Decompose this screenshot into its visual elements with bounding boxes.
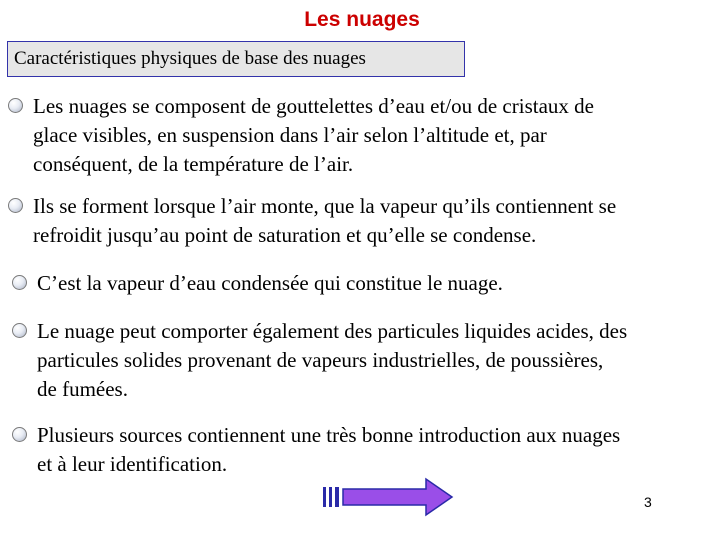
bullet-text (37, 269, 503, 298)
bullet-line: Plusieurs sources contiennent une très bonne introduction aux nuages (37, 423, 621, 447)
sphere-bullet-icon (12, 427, 27, 442)
bullet-line: conséquent, de la température de l’air. (33, 152, 354, 176)
bullet-text (37, 421, 620, 479)
next-slide-arrow-icon[interactable] (322, 477, 454, 517)
bullet-text (37, 317, 627, 404)
bullet-line: Ils se forment lorsque l’air monte, que la vapeur qu’ils contiennent se (33, 194, 617, 218)
subtitle-text: Caractéristiques physiques de base des nuages (14, 48, 366, 69)
bullet-line: Les nuages se composent de gouttelettes d’eau et/ou de cristaux de (33, 94, 594, 118)
bullet-line: et à leur identification. (37, 452, 228, 476)
bullet-line: refroidit jusqu’au point de saturation et qu’elle se condense. (33, 223, 537, 247)
slide-title: Les nuages (304, 8, 420, 31)
sphere-bullet-icon (8, 98, 23, 113)
sphere-bullet-icon (12, 323, 27, 338)
bullet-line: de fumées. (37, 377, 128, 401)
bullet-line: C’est la vapeur d’eau condensée qui constitue le nuage. (37, 271, 503, 295)
sphere-bullet-icon (8, 198, 23, 213)
bullet-line: glace visibles, en suspension dans l’air selon l’altitude et, par (33, 123, 547, 147)
bullet-text (33, 192, 616, 250)
bullet-line: particules solides provenant de vapeurs industrielles, de poussières, (37, 348, 604, 372)
sphere-bullet-icon (12, 275, 27, 290)
bullet-line: Le nuage peut comporter également des particules liquides acides, des (37, 319, 628, 343)
page-number: 3 (644, 494, 652, 510)
bullet-text (33, 92, 594, 179)
subtitle-box (7, 41, 465, 77)
